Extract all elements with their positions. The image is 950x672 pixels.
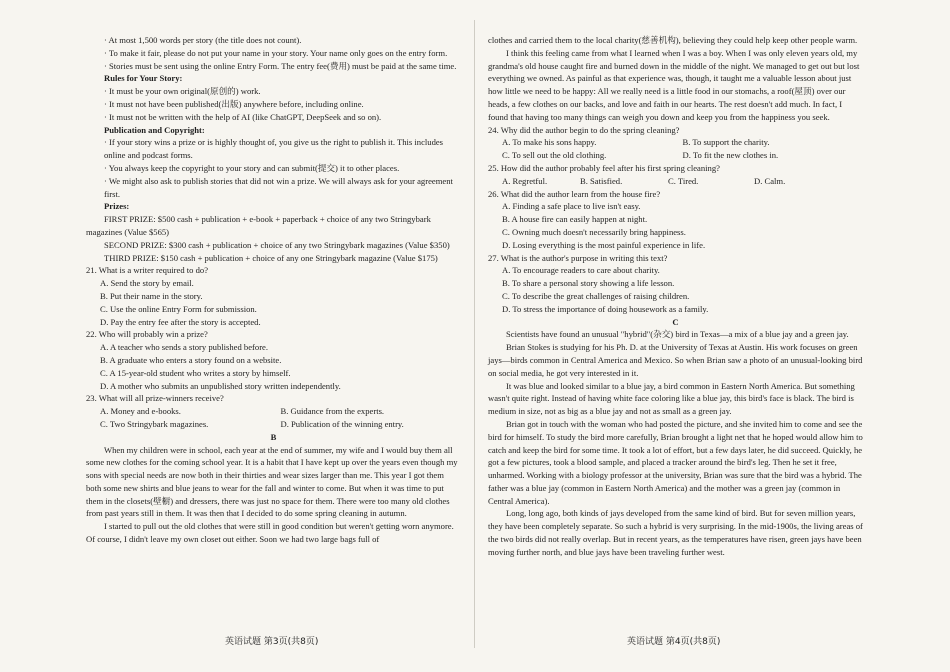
option: D. To fit the new clothes in. xyxy=(682,150,779,161)
passage-paragraph: clothes and carried them to the local charity(慈善机构), believing they could help keep other people warm. xyxy=(488,35,858,45)
option: D. Publication of the winning entry. xyxy=(280,418,404,429)
question-23: 23. What will all prize-winners receive? xyxy=(86,393,224,404)
rule-story-line: · It must not have been published(出版) anywhere before, including online. xyxy=(104,98,364,109)
option: D. Calm. xyxy=(754,175,786,186)
passage-paragraph: It was blue and looked similar to a blue jay, a bird common in Eastern North America. But something wasn't quite right. Instead of having white face coloring like a blue jay, this bird's face is black. The bird is medium in size, not as big as a blue jay and not as small as a green jay. xyxy=(488,380,855,417)
option: D. To stress the importance of doing housework as a family. xyxy=(502,303,709,314)
option: A. To make his sons happy. xyxy=(502,137,597,148)
option: C. Owning much doesn't necessarily bring happiness. xyxy=(502,226,686,237)
option: B. A house fire can easily happen at night. xyxy=(502,214,648,225)
option: B. To share a personal story showing a life lesson. xyxy=(502,278,675,289)
passage-paragraph: I started to pull out the old clothes that were still in good condition but weren't getting worn anymore. Of course, I didn't leave my own closet out either. Soon we had two large bags full of xyxy=(86,521,454,545)
publication-line: · You always keep the copyright to your story and can submit(提交) it to other places. xyxy=(104,162,400,173)
question-27: 27. What is the author's purpose in writing this text? xyxy=(488,252,668,263)
option: A. Regretful. xyxy=(502,175,548,186)
option: D. A mother who submits an unpublished story written independently. xyxy=(100,380,341,391)
page-footer: 英语试题 第3页(共8页) xyxy=(225,637,319,647)
option: B. Guidance from the experts. xyxy=(280,406,385,417)
rule-line: · To make it fair, please do not put your name in your story. Your name only goes on the entry form. xyxy=(104,47,448,58)
option: A. Finding a safe place to live isn't easy. xyxy=(502,201,641,212)
question-24: 24. Why did the author begin to do the spring cleaning? xyxy=(488,124,680,135)
option: C. To describe the great challenges of raising children. xyxy=(502,290,690,301)
options-grid xyxy=(488,136,863,162)
option: C. A 15-year-old student who writes a story by himself. xyxy=(100,367,291,378)
question-21: 21. What is a writer required to do? xyxy=(86,265,209,276)
rules-heading: Rules for Your Story: xyxy=(104,73,183,84)
page-footer: 英语试题 第4页(共8页) xyxy=(627,637,721,647)
prize-line: THIRD PRIZE: $150 cash + publication + choice of any one Stringybark magazine (Value $175) xyxy=(104,252,438,263)
options-grid xyxy=(86,405,461,431)
option: C. Tired. xyxy=(668,175,699,186)
prize-line: FIRST PRIZE: $500 cash + publication + e-book + paperback + choice of any two Stringybark magazines (Value $565) xyxy=(86,214,431,237)
passage-paragraph: Brian Stokes is studying for his Ph. D. at the University of Texas at Austin. His work focuses on green jays—birds common in Central America and Mexico. So when Brian saw a photo of an unusual-looking bird on social media, he got very interested in it. xyxy=(488,342,863,378)
option: B. Put their name in the story. xyxy=(100,290,203,301)
option: A. Send the story by email. xyxy=(100,278,194,289)
option: C. To sell out the old clothing. xyxy=(502,150,607,161)
passage-paragraph: Scientists have found an unusual "hybrid"(杂交) bird in Texas—a mix of a blue jay and a green jay. xyxy=(506,329,849,340)
question-25: 25. How did the author probably feel after his first spring cleaning? xyxy=(488,162,720,173)
rule-line: · Stories must be sent using the online Entry Form. The entry fee(费用) must be paid at the same time. xyxy=(104,60,457,71)
option: C. Use the online Entry Form for submission. xyxy=(100,303,257,314)
option: B. A graduate who enters a story found on a website. xyxy=(100,354,282,365)
prizes-heading: Prizes: xyxy=(104,201,130,212)
page-divider xyxy=(474,20,475,648)
option: A. Money and e-books. xyxy=(100,406,181,417)
left-page xyxy=(86,34,461,546)
prize-line: SECOND PRIZE: $300 cash + publication + choice of any two Stringybark magazines (Value $350) xyxy=(104,239,450,250)
option: A. To encourage readers to care about charity. xyxy=(502,265,660,276)
publication-heading: Publication and Copyright: xyxy=(104,124,205,135)
option: B. To support the charity. xyxy=(682,137,770,148)
option: B. Satisfied. xyxy=(580,175,623,186)
passage-paragraph: I think this feeling came from what I learned when I was a boy. When I was only eleven years old, my grandma's old house caught fire and burned down in the middle of the night. We managed to get out but lost everything we owned. As painful as that experience was, though, it taught me a valuable lesson about just how little we need to be happy: All we really need is a little food in our stomachs, a roof(屋顶) over our heads, a few clothes on our backs, and love and faith in our hearts. The rest doesn't add much. In fact, I found that having too many things can weigh you down and keep you from the happiness you seek. xyxy=(488,47,860,122)
passage-paragraph: Brian got in touch with the woman who had posted the picture, and she invited him to come and see the bird for himself. To study the bird more carefully, Brian brought a light net that he hoped would allow him to catch and keep the bird for some time. It took a lot of effort, but a few days later, he did succeed. Quickly, he got a few pictures, took a blood sample, and placed a tracker around the bird's leg. Then he set it free, unharmed. Working with a biology professor at the university, Brian was sure that the bird was a hybrid. The father was a blue jay (common in Eastern North America) and the mother was a green jay (common in Central America). xyxy=(488,418,863,506)
right-page xyxy=(488,34,863,559)
option: D. Pay the entry fee after the story is accepted. xyxy=(100,316,261,327)
options-grid xyxy=(488,175,863,188)
question-22: 22. Who will probably win a prize? xyxy=(86,329,208,340)
section-b-title: B xyxy=(270,431,277,442)
section-c-title: C xyxy=(672,316,679,327)
question-26: 26. What did the author learn from the house fire? xyxy=(488,188,661,199)
option: A. A teacher who sends a story published before. xyxy=(100,342,269,353)
rule-story-line: · It must be your own original(原创的) work. xyxy=(104,86,261,97)
rule-story-line: · It must not be written with the help of AI (like ChatGPT, DeepSeek and so on). xyxy=(104,111,382,122)
option: D. Losing everything is the most painful experience in life. xyxy=(502,239,706,250)
publication-line: · We might also ask to publish stories that did not win a prize. We will always ask for your agreement first. xyxy=(104,175,453,199)
passage-paragraph: Long, long ago, both kinds of jays developed from the same kind of bird. But for seven million years, they have been completely separate. So such a hybrid is very surprising. In the mid-1900s, the living areas of the two birds did not really overlap. But in recent years, as the temperatures have risen, green jays have been moving further north, and blue jays have been traveling further west. xyxy=(488,508,863,557)
option: C. Two Stringybark magazines. xyxy=(100,418,209,429)
passage-paragraph: When my children were in school, each year at the end of summer, my wife and I would buy them all some new clothes for the coming school year. It is a habit that I have kept up over the years even though my sons with special needs are now both in their thirties and wear sizes larger than me. This year I got them both some new shirts and blue jeans to wear for the fall and winter to come. But when it was time to put them in the closets(壁橱) and dressers, there was just no space for them. There were too many old clothes from past years still in them. It was then that I decided to do some spring cleaning in autumn. xyxy=(86,444,458,519)
rule-line: · At most 1,500 words per story (the title does not count). xyxy=(104,35,302,45)
publication-line: · If your story wins a prize or is highly thought of, you give us the right to publish it. This includes online and podcast forms. xyxy=(104,137,444,161)
